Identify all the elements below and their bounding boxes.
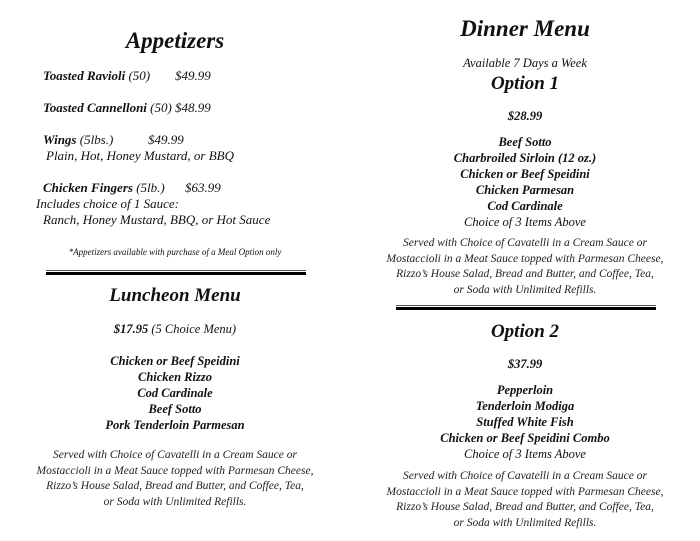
appetizer-note: Includes choice of 1 Sauce: — [36, 196, 179, 211]
section-divider — [46, 270, 306, 276]
served-with-line: or Soda with Unlimited Refills. — [453, 516, 597, 529]
section-divider — [396, 305, 656, 311]
option2-item: Pepperloin — [496, 383, 554, 397]
luncheon-served-with — [0, 448, 350, 510]
appetizer-price: $49.99 — [175, 68, 211, 83]
appetizer-qty: (50) — [128, 68, 151, 83]
luncheon-price-line — [0, 322, 350, 337]
appetizer-item — [43, 68, 211, 84]
appetizer-price: $48.99 — [175, 100, 211, 115]
dinner-title: Dinner Menu — [460, 16, 590, 41]
luncheon-item: Cod Cardinale — [137, 386, 213, 400]
luncheon-item: Chicken Rizzo — [138, 370, 212, 384]
option1-item: Chicken or Beef Speidini — [460, 167, 590, 181]
luncheon-item: Chicken or Beef Speidini — [110, 354, 240, 368]
appetizer-note: Plain, Hot, Honey Mustard, or BBQ — [46, 148, 234, 163]
option2-served-with — [350, 469, 700, 531]
appetizer-note: Ranch, Honey Mustard, BBQ, or Hot Sauce — [43, 212, 271, 227]
option1-item: Cod Cardinale — [487, 199, 563, 213]
luncheon-item: Beef Sotto — [148, 402, 202, 416]
option2-item: Stuffed White Fish — [476, 415, 574, 429]
option1-items — [350, 134, 700, 230]
option1-choice: Choice of 3 Items Above — [464, 215, 586, 229]
served-with-line: or Soda with Unlimited Refills. — [103, 495, 247, 508]
appetizer-item — [43, 180, 221, 196]
appetizer-qty: (5lbs.) — [79, 132, 114, 147]
appetizer-price: $63.99 — [185, 180, 221, 195]
served-with-line: Rizzo’s House Salad, Bread and Butter, and Coffee, Tea, — [396, 268, 654, 280]
appetizer-qty: (5lb.) — [136, 180, 165, 195]
served-with-line: Mostaccioli in a Meat Sauce topped with Parmesan Cheese, — [386, 485, 664, 498]
dinner-availability: Available 7 Days a Week — [463, 56, 587, 70]
appetizer-item — [43, 132, 184, 148]
served-with-line: Served with Choice of Cavatelli in a Cream Sauce or — [403, 237, 647, 249]
served-with-line: Served with Choice of Cavatelli in a Cream Sauce or — [403, 470, 647, 482]
option2-title: Option 2 — [490, 321, 560, 342]
option2-item: Chicken or Beef Speidini Combo — [440, 431, 610, 445]
appetizer-price: $49.99 — [148, 132, 184, 147]
luncheon-price: $17.95 — [113, 322, 149, 336]
option2-choice: Choice of 3 Items Above — [464, 447, 586, 461]
served-with-line: Served with Choice of Cavatelli in a Cream Sauce or — [53, 449, 297, 461]
served-with-line: Rizzo’s House Salad, Bread and Butter, and Coffee, Tea, — [396, 501, 654, 513]
appetizer-name: Toasted Cannelloni — [43, 100, 147, 115]
appetizers-footnote: *Appetizers available with purchase of a Meal Option only — [68, 247, 282, 257]
appetizer-item — [43, 100, 211, 116]
served-with-line: Mostaccioli in a Meat Sauce topped with Parmesan Cheese, — [36, 464, 314, 477]
option2-items — [350, 382, 700, 462]
option1-item: Chicken Parmesan — [475, 183, 575, 197]
option1-price: $28.99 — [507, 109, 543, 123]
appetizer-qty: (50) — [150, 100, 172, 115]
luncheon-price-note: (5 Choice Menu) — [151, 322, 237, 336]
served-with-line: Rizzo’s House Salad, Bread and Butter, and Coffee, Tea, — [46, 480, 304, 492]
appetizers-title: Appetizers — [125, 28, 225, 53]
option1-item: Beef Sotto — [498, 135, 552, 149]
served-with-line: or Soda with Unlimited Refills. — [453, 283, 597, 296]
appetizer-name: Wings — [43, 132, 77, 147]
option2-price: $37.99 — [507, 357, 543, 371]
option1-title: Option 1 — [490, 73, 560, 94]
luncheon-items — [0, 353, 350, 433]
option1-served-with — [350, 236, 700, 298]
served-with-line: Mostaccioli in a Meat Sauce topped with Parmesan Cheese, — [386, 252, 664, 265]
luncheon-title: Luncheon Menu — [109, 285, 241, 306]
appetizer-name: Chicken Fingers — [43, 180, 133, 195]
option2-item: Tenderloin Modiga — [475, 399, 575, 413]
luncheon-item: Pork Tenderloin Parmesan — [105, 418, 245, 432]
option1-item: Charbroiled Sirloin (12 oz.) — [453, 151, 597, 165]
appetizer-name: Toasted Ravioli — [43, 68, 126, 83]
